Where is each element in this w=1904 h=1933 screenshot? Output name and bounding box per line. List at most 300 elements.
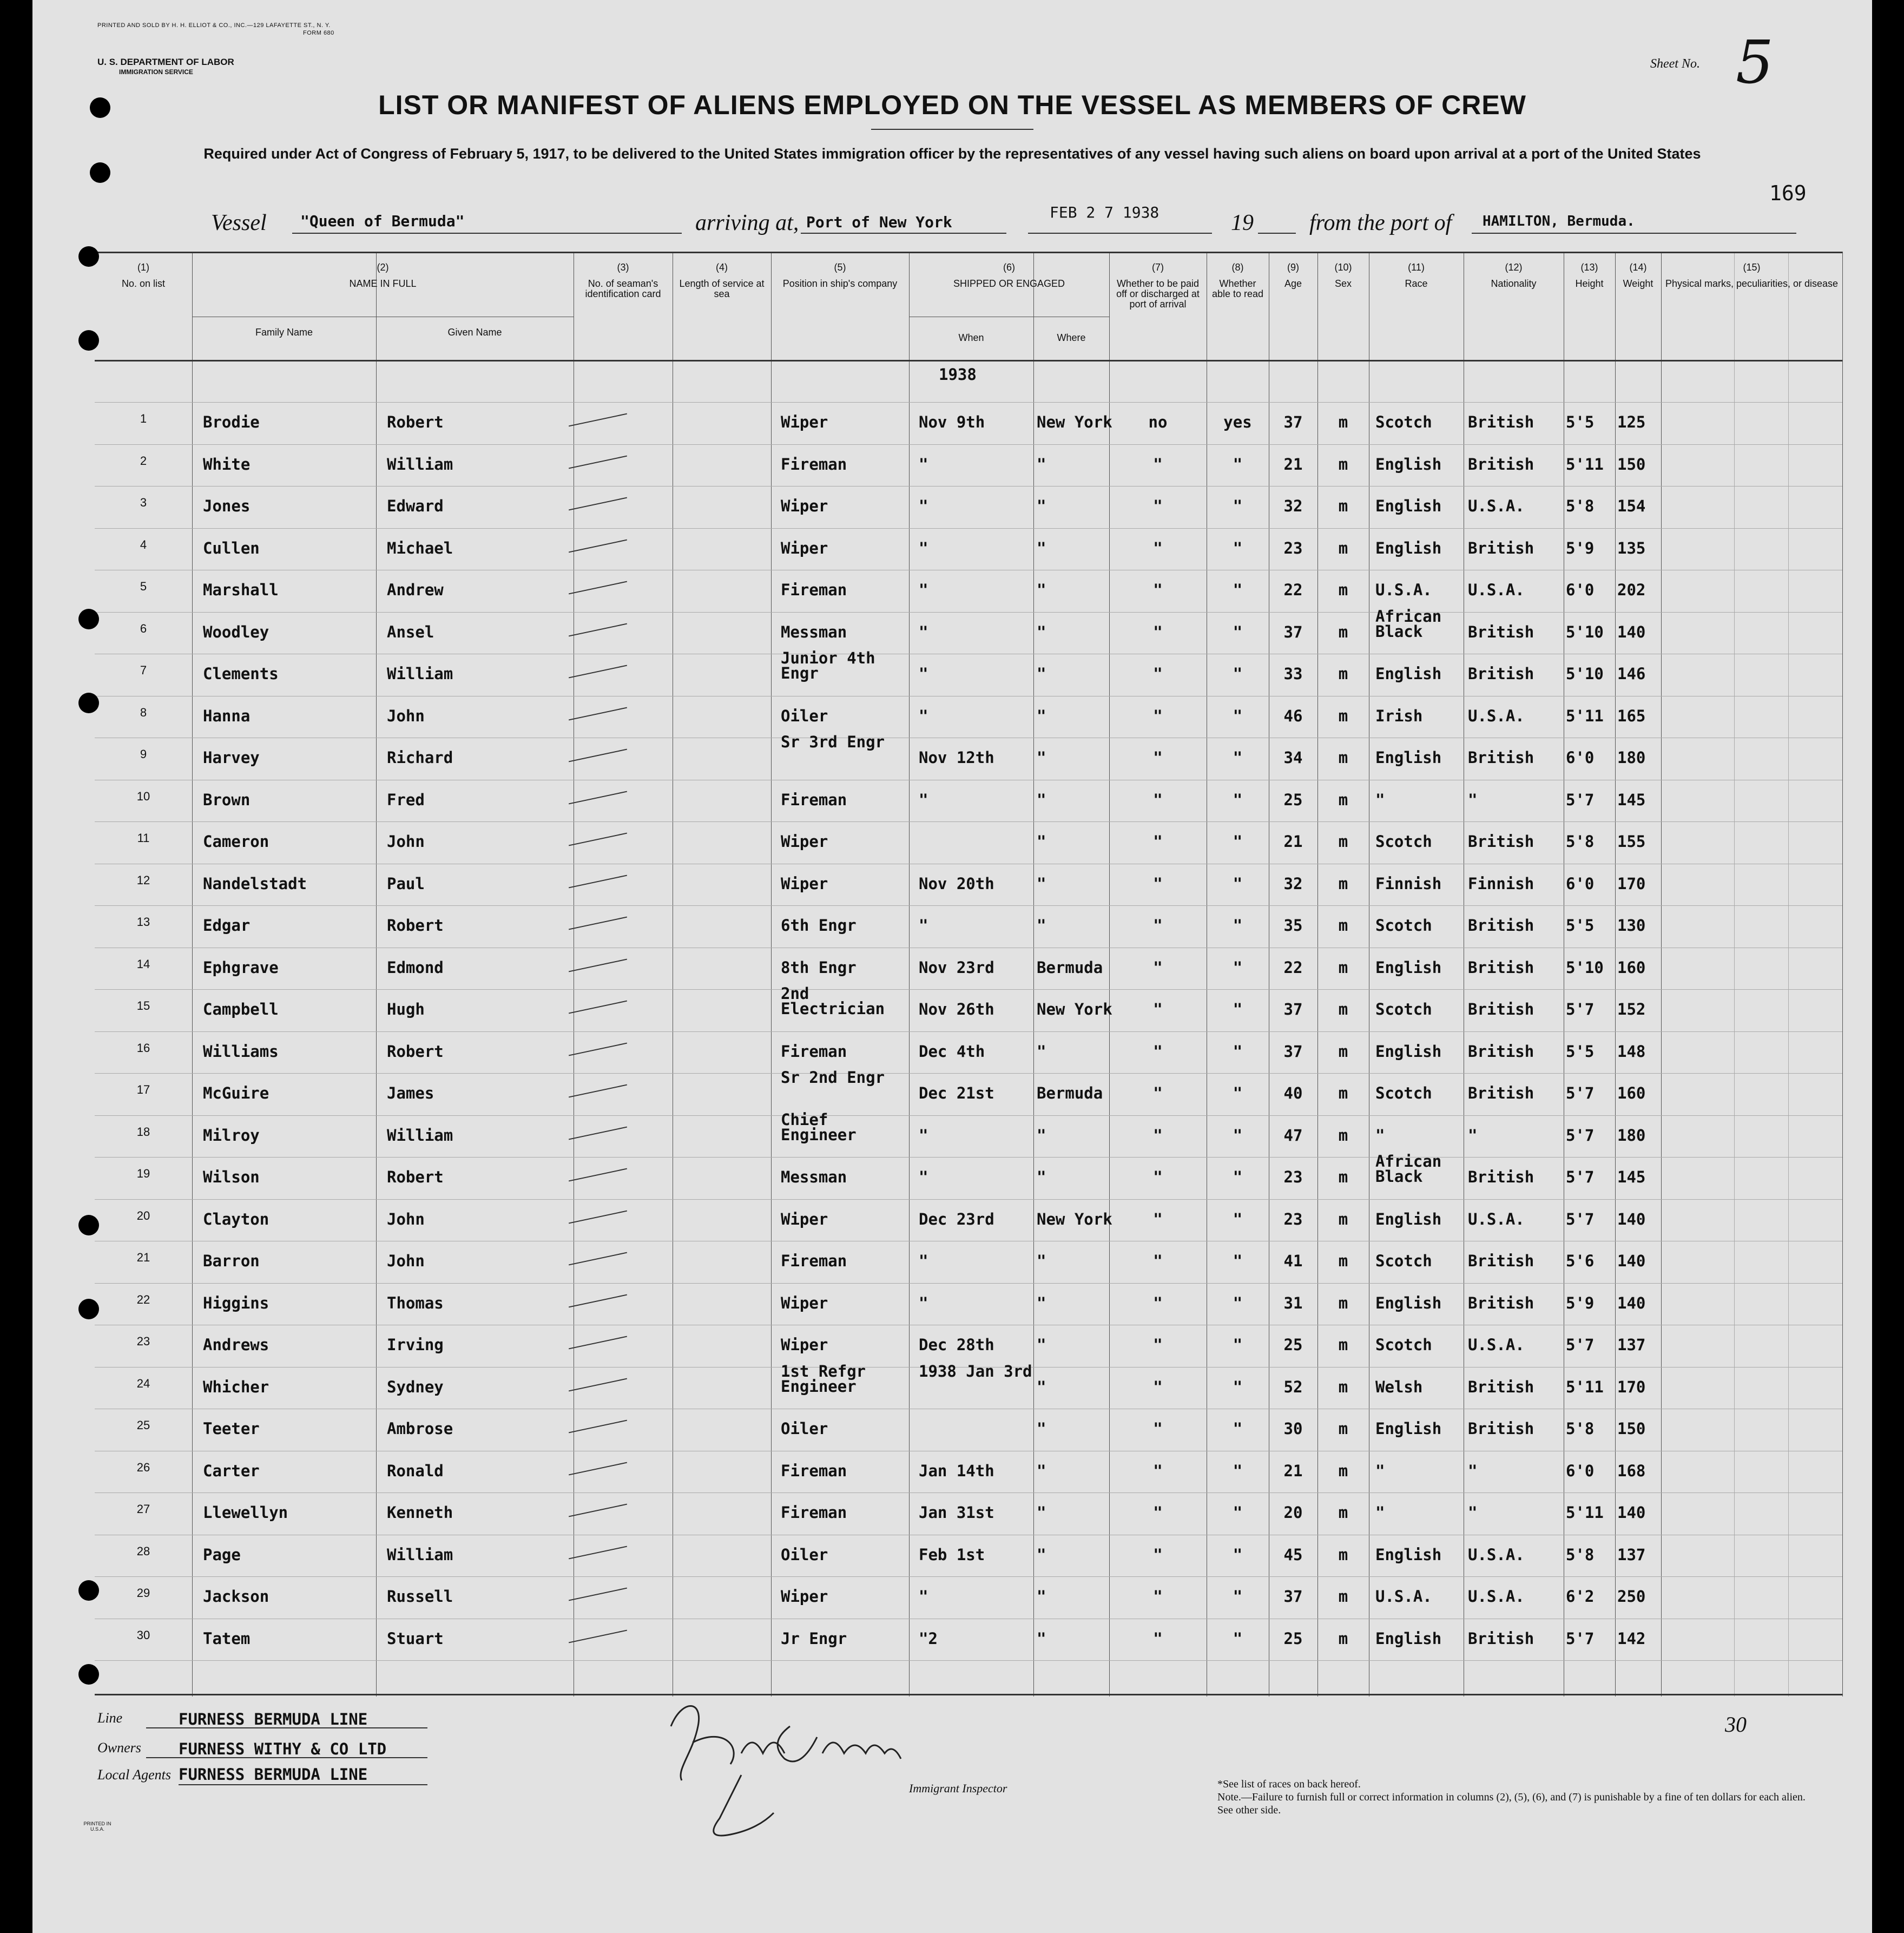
cell-age: 21 bbox=[1283, 455, 1303, 474]
row-number: 8 bbox=[140, 705, 147, 719]
cell-age: 32 bbox=[1283, 874, 1303, 893]
cell-age: 37 bbox=[1283, 1042, 1303, 1061]
cell-age: 21 bbox=[1283, 832, 1303, 851]
cell-sex: m bbox=[1338, 1419, 1348, 1438]
cell-h: 5'9 bbox=[1566, 1293, 1595, 1312]
row-number: 27 bbox=[136, 1502, 150, 1516]
cell-w: 137 bbox=[1617, 1545, 1646, 1564]
col-15-label: Physical marks, peculiarities, or disease bbox=[1665, 278, 1839, 289]
inspector-label: Immigrant Inspector bbox=[909, 1781, 1007, 1795]
cell-nat: British bbox=[1468, 1084, 1534, 1102]
cell-read: " bbox=[1233, 1461, 1243, 1480]
cell-where: " bbox=[1037, 497, 1046, 515]
pencil-tick bbox=[569, 1504, 627, 1517]
cell-sex: m bbox=[1338, 1252, 1348, 1270]
row-number: 12 bbox=[136, 873, 150, 887]
cell-read: " bbox=[1233, 706, 1243, 725]
cell-pos: Wiper bbox=[781, 497, 828, 515]
cell-w: 130 bbox=[1617, 916, 1646, 935]
cell-race: English bbox=[1375, 538, 1442, 557]
cell-sex: m bbox=[1338, 706, 1348, 725]
cell-family: Barron bbox=[203, 1252, 260, 1270]
col-5-label: Position in ship's company bbox=[782, 278, 898, 289]
cell-w: 180 bbox=[1617, 1126, 1646, 1145]
cell-when: " bbox=[919, 538, 928, 557]
cell-read: " bbox=[1233, 455, 1243, 474]
row-rule bbox=[95, 821, 1842, 822]
cell-paid: " bbox=[1153, 622, 1163, 641]
cell-h: 5'11 bbox=[1566, 706, 1604, 725]
cell-paid: " bbox=[1153, 790, 1163, 809]
cell-age: 37 bbox=[1283, 622, 1303, 641]
cell-age: 40 bbox=[1283, 1084, 1303, 1102]
footer-notes bbox=[1217, 1778, 1823, 1817]
cell-sex: m bbox=[1338, 665, 1348, 683]
cell-nat: " bbox=[1468, 1503, 1478, 1522]
cell-nat: British bbox=[1468, 1419, 1534, 1438]
col-8-label: Whether able to read bbox=[1211, 278, 1264, 299]
cell-age: 22 bbox=[1283, 581, 1303, 599]
cell-h: 5'7 bbox=[1566, 1168, 1595, 1186]
cell-h: 5'7 bbox=[1566, 1000, 1595, 1018]
cell-w: 135 bbox=[1617, 538, 1646, 557]
row-number: 2 bbox=[140, 453, 147, 468]
cell-paid: " bbox=[1153, 1084, 1163, 1102]
cell-given: Robert bbox=[387, 413, 444, 431]
departure-port: HAMILTON, Bermuda. bbox=[1483, 213, 1635, 229]
cell-read: " bbox=[1233, 1503, 1243, 1522]
cell-race: Irish bbox=[1375, 706, 1423, 725]
pencil-tick bbox=[569, 1546, 627, 1559]
cell-nat: British bbox=[1468, 1252, 1534, 1270]
cell-family: Brown bbox=[203, 790, 251, 809]
pencil-tick bbox=[569, 623, 627, 636]
cell-given: Edward bbox=[387, 497, 444, 515]
cell-sex: m bbox=[1338, 1545, 1348, 1564]
cell-race: Scotch bbox=[1375, 1000, 1432, 1018]
cell-pos: Wiper bbox=[781, 874, 828, 893]
cell-age: 20 bbox=[1283, 1503, 1303, 1522]
cell-paid: " bbox=[1153, 538, 1163, 557]
cell-paid: " bbox=[1153, 1587, 1163, 1606]
cell-given: Sydney bbox=[387, 1377, 444, 1396]
cell-sex: m bbox=[1338, 790, 1348, 809]
row-rule bbox=[95, 1283, 1842, 1284]
row-rule bbox=[95, 1199, 1842, 1200]
cell-nat: U.S.A. bbox=[1468, 1336, 1525, 1354]
cell-nat: British bbox=[1468, 916, 1534, 935]
cell-age: 25 bbox=[1283, 1336, 1303, 1354]
form-number: FORM 680 bbox=[303, 30, 334, 36]
cell-nat: " bbox=[1468, 1461, 1478, 1480]
cell-read: " bbox=[1233, 1042, 1243, 1061]
row-rule bbox=[95, 1031, 1842, 1032]
cell-nat: British bbox=[1468, 622, 1534, 641]
cell-w: 150 bbox=[1617, 1419, 1646, 1438]
cell-given: Russell bbox=[387, 1587, 453, 1606]
row-number: 22 bbox=[136, 1292, 150, 1306]
cell-when: " bbox=[919, 581, 928, 599]
cell-pos: Wiper bbox=[781, 1587, 828, 1606]
cell-age: 23 bbox=[1283, 1209, 1303, 1228]
cell-h: 5'8 bbox=[1566, 1419, 1595, 1438]
cell-age: 41 bbox=[1283, 1252, 1303, 1270]
cell-given: Kenneth bbox=[387, 1503, 453, 1522]
row-rule bbox=[95, 444, 1842, 445]
cell-where: " bbox=[1037, 1168, 1046, 1186]
cell-pos: Wiper bbox=[781, 832, 828, 851]
cell-given: Irving bbox=[387, 1336, 444, 1354]
pencil-tick bbox=[569, 1629, 627, 1643]
row-rule bbox=[95, 1660, 1842, 1661]
pencil-tick bbox=[569, 875, 627, 888]
cell-w: 140 bbox=[1617, 1503, 1646, 1522]
cell-h: 6'0 bbox=[1566, 581, 1595, 599]
cell-h: 5'11 bbox=[1566, 455, 1604, 474]
binder-hole bbox=[90, 162, 110, 183]
cell-pos: Wiper bbox=[781, 413, 828, 431]
col-7-label: Whether to be paid off or discharged at port of arrival bbox=[1116, 278, 1200, 310]
cell-pos: Sr 3rd Engr bbox=[781, 733, 885, 751]
cell-race: " bbox=[1375, 790, 1385, 809]
cell-when: " bbox=[919, 497, 928, 515]
grid-column-line bbox=[192, 252, 193, 1697]
cell-w: 140 bbox=[1617, 1293, 1646, 1312]
cell-given: John bbox=[387, 1252, 425, 1270]
cell-given: Andrew bbox=[387, 581, 444, 599]
cell-family: Whicher bbox=[203, 1377, 269, 1396]
cell-family: Jones bbox=[203, 497, 251, 515]
cell-given: William bbox=[387, 1545, 453, 1564]
cell-given: Richard bbox=[387, 748, 453, 767]
cell-age: 25 bbox=[1283, 790, 1303, 809]
cell-w: 140 bbox=[1617, 1252, 1646, 1270]
cell-read: " bbox=[1233, 581, 1243, 599]
cell-pos: Chief Engineer bbox=[781, 1110, 857, 1144]
cell-read: " bbox=[1233, 665, 1243, 683]
cell-nat: British bbox=[1468, 413, 1534, 431]
cell-given: Fred bbox=[387, 790, 425, 809]
cell-family: Williams bbox=[203, 1042, 279, 1061]
cell-when: Dec 4th bbox=[919, 1042, 985, 1061]
pencil-tick bbox=[569, 958, 627, 972]
cell-sex: m bbox=[1338, 1503, 1348, 1522]
cell-family: Ephgrave bbox=[203, 958, 279, 977]
cell-paid: " bbox=[1153, 1461, 1163, 1480]
pencil-tick bbox=[569, 1252, 627, 1266]
cell-family: Page bbox=[203, 1545, 241, 1564]
cell-read: " bbox=[1233, 1545, 1243, 1564]
cell-nat: " bbox=[1468, 790, 1478, 809]
cell-race: African Black bbox=[1375, 607, 1442, 641]
cell-when: " bbox=[919, 706, 928, 725]
cell-pos: Fireman bbox=[781, 1461, 847, 1480]
cell-read: " bbox=[1233, 497, 1243, 515]
row-rule bbox=[95, 1115, 1842, 1116]
cell-w: 140 bbox=[1617, 1209, 1646, 1228]
row-number: 11 bbox=[137, 831, 150, 845]
cell-race: English bbox=[1375, 455, 1442, 474]
page-title: LIST OR MANIFEST OF ALIENS EMPLOYED ON THE VESSEL AS MEMBERS OF CREW bbox=[378, 90, 1526, 120]
col-6-number: (6) bbox=[1003, 262, 1015, 273]
cell-sex: m bbox=[1338, 1587, 1348, 1606]
pencil-tick bbox=[569, 833, 627, 846]
row-number: 15 bbox=[136, 999, 150, 1012]
pencil-tick bbox=[569, 581, 627, 595]
cell-sex: m bbox=[1338, 1629, 1348, 1648]
line-label: Line bbox=[97, 1710, 123, 1726]
col-13-label: Height bbox=[1575, 278, 1604, 289]
col-5-number: (5) bbox=[834, 262, 846, 273]
cell-pos: Fireman bbox=[781, 455, 847, 474]
cell-family: Brodie bbox=[203, 413, 260, 431]
row-number: 30 bbox=[136, 1628, 150, 1642]
cell-race: " bbox=[1375, 1461, 1385, 1480]
cell-w: 155 bbox=[1617, 832, 1646, 851]
cell-family: Clayton bbox=[203, 1209, 269, 1228]
cell-family: Cullen bbox=[203, 538, 260, 557]
cell-nat: U.S.A. bbox=[1468, 497, 1525, 515]
shipped-year-note: 1938 bbox=[939, 365, 977, 384]
col-13-number: (13) bbox=[1580, 262, 1598, 273]
cell-paid: no bbox=[1148, 413, 1168, 431]
cell-h: 5'5 bbox=[1566, 413, 1595, 431]
cell-where: " bbox=[1037, 832, 1046, 851]
cell-w: 202 bbox=[1617, 581, 1646, 599]
cell-family: Llewellyn bbox=[203, 1503, 288, 1522]
cell-where: New York bbox=[1037, 413, 1112, 431]
cell-when: Nov 12th bbox=[919, 748, 994, 767]
col-14-label: Weight bbox=[1623, 278, 1653, 289]
cell-sex: m bbox=[1338, 1042, 1348, 1061]
cell-family: Woodley bbox=[203, 622, 269, 641]
cell-age: 23 bbox=[1283, 538, 1303, 557]
cell-paid: " bbox=[1153, 1336, 1163, 1354]
row-number: 4 bbox=[140, 537, 147, 551]
cell-read: " bbox=[1233, 1587, 1243, 1606]
cell-when: Dec 23rd bbox=[919, 1209, 994, 1228]
year-label: 19 bbox=[1231, 211, 1254, 235]
cell-nat: " bbox=[1468, 1126, 1478, 1145]
cell-paid: " bbox=[1153, 706, 1163, 725]
manifest-sheet bbox=[32, 0, 1872, 1933]
cell-family: Campbell bbox=[203, 1000, 279, 1018]
col-2-label: NAME IN FULL bbox=[349, 278, 417, 289]
cell-sex: m bbox=[1338, 1000, 1348, 1018]
cell-race: English bbox=[1375, 497, 1442, 515]
col-12-label: Nationality bbox=[1491, 278, 1537, 289]
cell-h: 5'7 bbox=[1566, 1336, 1595, 1354]
cell-given: Ronald bbox=[387, 1461, 444, 1480]
cell-pos: Fireman bbox=[781, 1503, 847, 1522]
pencil-tick bbox=[569, 1336, 627, 1350]
cell-sex: m bbox=[1338, 455, 1348, 474]
cell-where: " bbox=[1037, 622, 1046, 641]
pencil-tick bbox=[569, 707, 627, 720]
cell-nat: U.S.A. bbox=[1468, 1587, 1525, 1606]
cell-age: 21 bbox=[1283, 1461, 1303, 1480]
cell-sex: m bbox=[1338, 958, 1348, 977]
cell-given: Michael bbox=[387, 538, 453, 557]
cell-when: Jan 31st bbox=[919, 1503, 994, 1522]
row-number: 16 bbox=[136, 1041, 150, 1055]
service-name: IMMIGRATION SERVICE bbox=[119, 68, 193, 76]
cell-family: Edgar bbox=[203, 916, 251, 935]
cell-given: John bbox=[387, 832, 425, 851]
cell-pos: Messman bbox=[781, 1168, 847, 1186]
cell-when: " bbox=[919, 665, 928, 683]
col-2-family-label: Family Name bbox=[255, 327, 313, 338]
cell-race: English bbox=[1375, 1042, 1442, 1061]
col-15-number: (15) bbox=[1743, 262, 1761, 273]
cell-h: 5'10 bbox=[1566, 958, 1604, 977]
cell-w: 165 bbox=[1617, 706, 1646, 725]
table-bottom-rule bbox=[95, 1694, 1842, 1695]
cell-given: James bbox=[387, 1084, 434, 1102]
cell-read: " bbox=[1233, 832, 1243, 851]
cell-sex: m bbox=[1338, 1084, 1348, 1102]
cell-when: "2 bbox=[919, 1629, 938, 1648]
pencil-tick bbox=[569, 749, 627, 762]
row-number: 9 bbox=[140, 747, 147, 761]
cell-nat: British bbox=[1468, 1000, 1534, 1018]
binder-hole bbox=[78, 693, 99, 713]
cell-paid: " bbox=[1153, 1042, 1163, 1061]
cell-sex: m bbox=[1338, 497, 1348, 515]
cell-paid: " bbox=[1153, 1168, 1163, 1186]
cell-paid: " bbox=[1153, 916, 1163, 935]
col-9-number: (9) bbox=[1287, 262, 1299, 273]
vessel-label: Vessel bbox=[211, 211, 267, 235]
cell-h: 5'7 bbox=[1566, 1126, 1595, 1145]
cell-age: 34 bbox=[1283, 748, 1303, 767]
cell-h: 5'10 bbox=[1566, 665, 1604, 683]
cell-paid: " bbox=[1153, 1545, 1163, 1564]
col-1-number: (1) bbox=[137, 262, 149, 273]
arriving-label: arriving at, bbox=[695, 211, 799, 235]
cell-read: " bbox=[1233, 1084, 1243, 1102]
cell-paid: " bbox=[1153, 1126, 1163, 1145]
cell-age: 30 bbox=[1283, 1419, 1303, 1438]
cell-family: Tatem bbox=[203, 1629, 251, 1648]
cell-h: 5'7 bbox=[1566, 1084, 1595, 1102]
cell-age: 52 bbox=[1283, 1377, 1303, 1396]
cell-where: " bbox=[1037, 1503, 1046, 1522]
binder-hole bbox=[78, 1299, 99, 1319]
pencil-tick bbox=[569, 497, 627, 511]
cell-race: English bbox=[1375, 665, 1442, 683]
cell-h: 5'11 bbox=[1566, 1377, 1604, 1396]
cell-race: English bbox=[1375, 748, 1442, 767]
col-7-number: (7) bbox=[1152, 262, 1164, 273]
cell-age: 31 bbox=[1283, 1293, 1303, 1312]
cell-paid: " bbox=[1153, 1503, 1163, 1522]
row-number: 14 bbox=[136, 957, 150, 971]
from-port-label: from the port of bbox=[1309, 211, 1452, 235]
cell-read: " bbox=[1233, 916, 1243, 935]
grid-column-line bbox=[1615, 252, 1616, 1697]
row-number: 21 bbox=[136, 1251, 150, 1264]
cell-pos: Wiper bbox=[781, 1293, 828, 1312]
cell-race: African Black bbox=[1375, 1152, 1442, 1186]
binder-hole bbox=[78, 1664, 99, 1685]
cell-pos: Messman bbox=[781, 622, 847, 641]
cell-where: Bermuda bbox=[1037, 1084, 1103, 1102]
cell-sex: m bbox=[1338, 1126, 1348, 1145]
cell-h: 5'7 bbox=[1566, 1209, 1595, 1228]
cell-w: 160 bbox=[1617, 958, 1646, 977]
cell-w: 170 bbox=[1617, 1377, 1646, 1396]
cell-where: " bbox=[1037, 790, 1046, 809]
cell-age: 45 bbox=[1283, 1545, 1303, 1564]
cell-given: Paul bbox=[387, 874, 425, 893]
cell-h: 6'0 bbox=[1566, 874, 1595, 893]
department-name: U. S. DEPARTMENT OF LABOR bbox=[97, 57, 234, 67]
pencil-tick bbox=[569, 1420, 627, 1434]
printer-line bbox=[97, 22, 334, 37]
cell-where: " bbox=[1037, 538, 1046, 557]
cell-paid: " bbox=[1153, 1629, 1163, 1648]
cell-when: Feb 1st bbox=[919, 1545, 985, 1564]
cell-given: William bbox=[387, 1126, 453, 1145]
cell-age: 47 bbox=[1283, 1126, 1303, 1145]
cell-age: 46 bbox=[1283, 706, 1303, 725]
cell-w: 125 bbox=[1617, 413, 1646, 431]
cell-where: Bermuda bbox=[1037, 958, 1103, 977]
cell-family: Andrews bbox=[203, 1336, 269, 1354]
cell-sex: m bbox=[1338, 1168, 1348, 1186]
cell-when: " bbox=[919, 1168, 928, 1186]
row-number: 18 bbox=[136, 1125, 150, 1139]
col-3-label: No. of seaman's identification card bbox=[585, 278, 661, 299]
owners-label: Owners bbox=[97, 1740, 141, 1756]
cell-w: 148 bbox=[1617, 1042, 1646, 1061]
cell-where: " bbox=[1037, 1587, 1046, 1606]
cell-h: 5'7 bbox=[1566, 790, 1595, 809]
cell-where: " bbox=[1037, 1545, 1046, 1564]
cell-age: 35 bbox=[1283, 916, 1303, 935]
cell-race: English bbox=[1375, 1545, 1442, 1564]
row-number: 3 bbox=[140, 496, 147, 509]
cell-nat: British bbox=[1468, 538, 1534, 557]
cell-pos: 8th Engr bbox=[781, 958, 857, 977]
cell-where: " bbox=[1037, 1461, 1046, 1480]
printed-in-mark: PRINTED IN U.S.A. bbox=[83, 1821, 111, 1832]
header-bottom-rule bbox=[95, 360, 1842, 361]
cell-when: Dec 21st bbox=[919, 1084, 994, 1102]
cell-w: 250 bbox=[1617, 1587, 1646, 1606]
cell-where: " bbox=[1037, 581, 1046, 599]
line-value: FURNESS BERMUDA LINE bbox=[179, 1710, 368, 1728]
cell-w: 145 bbox=[1617, 1168, 1646, 1186]
cell-when: " bbox=[919, 1126, 928, 1145]
races-note: *See list of races on back hereof. bbox=[1217, 1778, 1361, 1790]
col-11-label: Race bbox=[1405, 278, 1428, 289]
cell-age: 37 bbox=[1283, 1000, 1303, 1018]
cell-given: Ansel bbox=[387, 622, 434, 641]
arrival-date-stamp: FEB 2 7 1938 bbox=[1050, 203, 1159, 221]
cell-pos: Oiler bbox=[781, 1419, 828, 1438]
pencil-tick bbox=[569, 1001, 627, 1014]
cell-where: New York bbox=[1037, 1209, 1112, 1228]
cell-nat: British bbox=[1468, 748, 1534, 767]
cell-family: McGuire bbox=[203, 1084, 269, 1102]
cell-w: 137 bbox=[1617, 1336, 1646, 1354]
cell-paid: " bbox=[1153, 1419, 1163, 1438]
col-2-given-label: Given Name bbox=[447, 327, 502, 338]
cell-nat: British bbox=[1468, 832, 1534, 851]
cell-paid: " bbox=[1153, 581, 1163, 599]
